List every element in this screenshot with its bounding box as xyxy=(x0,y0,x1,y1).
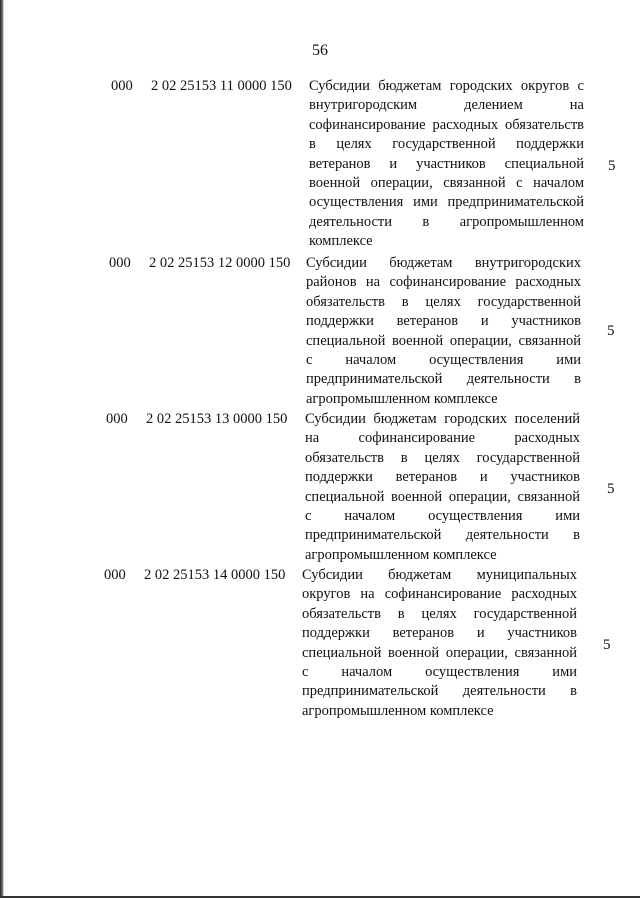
row-description: Субсидии бюджетам муниципальных округов на софинансирование расходных обязательств в целях государственной поддержки ветеранов и участников специальной военной операции, связанной с началом осуществления ими предпринимательской деятельности в агропромышленном комплексе xyxy=(302,567,577,719)
kbk-code: 2 02 25153 13 0000 150 xyxy=(146,411,288,427)
admin-code: 000 xyxy=(106,411,128,427)
admin-code: 000 xyxy=(109,255,131,271)
admin-code: 000 xyxy=(111,78,133,94)
admin-code: 000 xyxy=(104,567,126,583)
scan-left-edge xyxy=(0,0,4,898)
kbk-code: 2 02 25153 12 0000 150 xyxy=(149,255,291,271)
row-description: Субсидии бюджетам городских поселений на софинансирование расходных обязательств в целях государственной поддержки ветеранов и участников специальной военной операции, связанной с началом осуществления ими предпринимательской деятельности в агропромышленном комплексе xyxy=(305,411,580,563)
row-amount: 5 xyxy=(607,323,615,339)
kbk-code: 2 02 25153 11 0000 150 xyxy=(151,78,292,94)
row-description: Субсидии бюджетам городских округов с внутригородским делением на софинансирование расходных обязательств в целях государственной поддержки ветеранов и участников специальной военной операции, связанной с началом осуществления ими предпринимательской деятельности в агропромышленном комплексе xyxy=(309,78,584,250)
row-amount: 5 xyxy=(608,158,616,174)
row-description: Субсидии бюджетам внутригородских районов на софинансирование расходных обязательств в целях государственной поддержки ветеранов и участников специальной военной операции, связанной с началом осуществления ими предпринимательской деятельности в агропромышленном комплексе xyxy=(306,255,581,407)
row-amount: 5 xyxy=(607,481,615,497)
kbk-code: 2 02 25153 14 0000 150 xyxy=(144,567,286,583)
page-number: 56 xyxy=(312,42,328,59)
row-amount: 5 xyxy=(603,637,611,653)
